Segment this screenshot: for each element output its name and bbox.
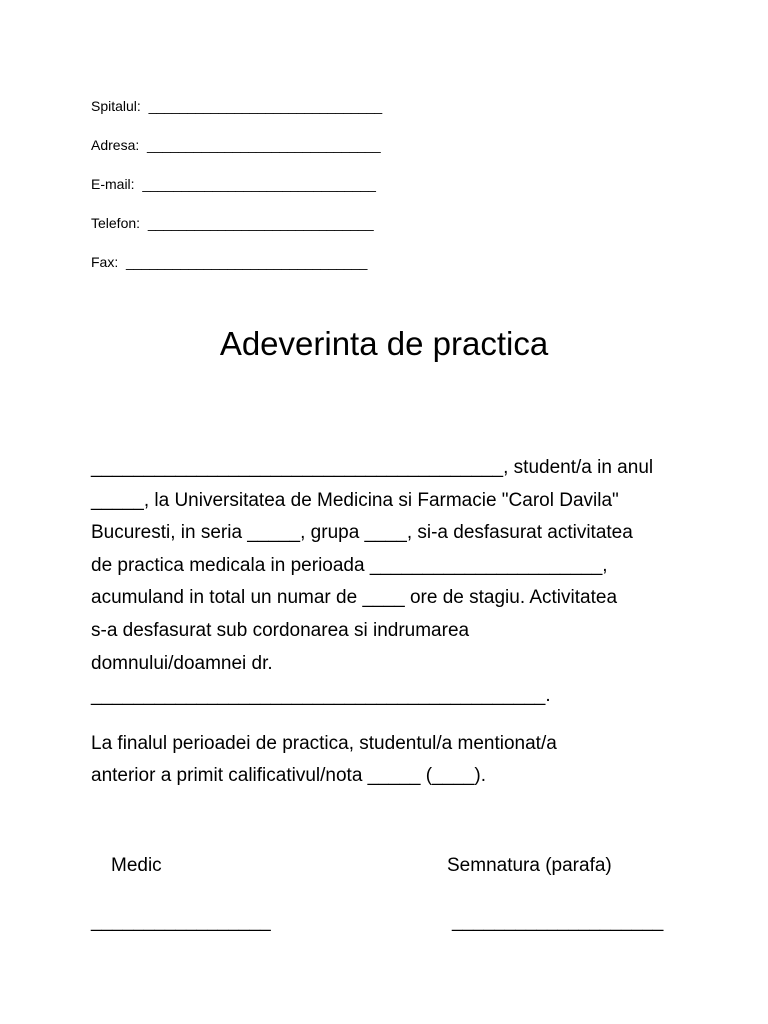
body-line: de practica medicala in perioada ______________________, [91,554,608,576]
body-line: s-a desfasurat sub cordonarea si indrumarea [91,619,470,641]
medic-label: Medic [111,855,162,876]
body-line: anterior a primit calificativul/nota _____ (____). [91,765,486,787]
phone-field: Telefon: _____________________________ [91,215,374,231]
body-line: La finalul perioadei de practica, studentul/a mentionat/a [91,732,557,754]
hospital-field: Spitalul: ______________________________ [91,98,383,114]
body-line: _______________________________________, student/a in anul [91,457,654,478]
email-field: E-mail: ______________________________ [91,176,376,192]
medic-signature-line: _________________ [91,911,271,932]
signature-label: Semnatura (parafa) [447,855,612,876]
fax-field: Fax: _______________________________ [91,254,368,270]
body-line: ___________________________________________. [91,685,551,707]
body-line: _____, la Universitatea de Medicina si Farmacie "Carol Davila" [91,489,619,511]
body-line: domnului/doamnei dr. [91,652,273,674]
hospital-header [91,96,382,291]
body-line: acumuland in total un numar de ____ ore de stagiu. Activitatea [91,587,618,609]
body-paragraph-2 [91,728,711,793]
body-line: Bucuresti, in seria _____, grupa ____, si-a desfasurat activitatea [91,522,633,544]
document-body [91,452,711,793]
document-title: Adeverinta de practica [219,325,549,362]
body-paragraph-1 [91,452,711,713]
stamp-signature-line: ____________________ [452,911,664,932]
address-field: Adresa: ______________________________ [91,137,381,153]
